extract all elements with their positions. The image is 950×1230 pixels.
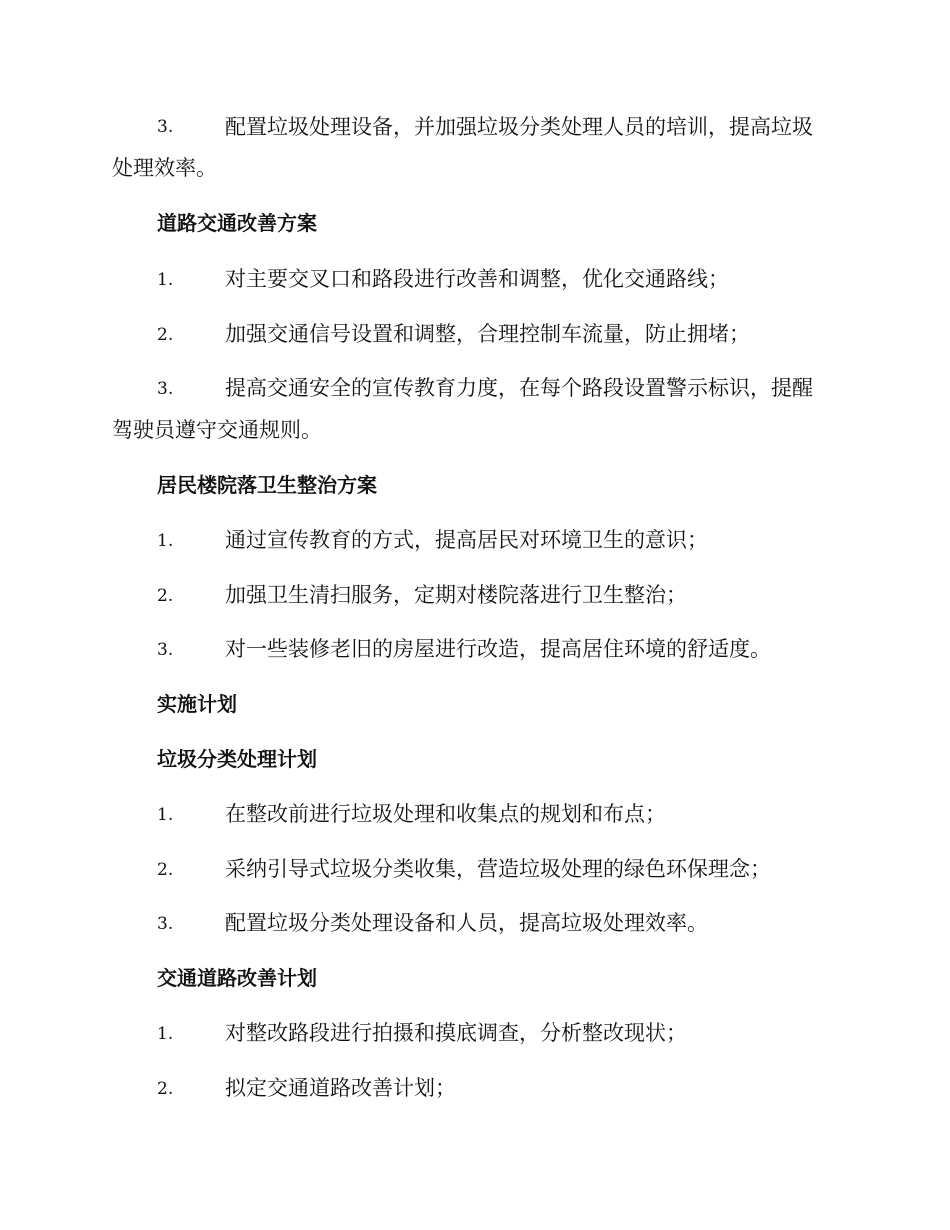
- list-number: 2.: [157, 860, 174, 880]
- list-item-text: 拟定交通道路改善计划；: [225, 1076, 456, 1100]
- list-number: 2.: [157, 325, 174, 345]
- list-item-text: 通过宣传教育的方式，提高居民对环境卫生的意识；: [225, 528, 708, 552]
- list-number: 3.: [157, 379, 174, 399]
- list-number: 3.: [157, 640, 174, 660]
- list-item-text: 加强交通信号设置和调整，合理控制车流量，防止拥堵；: [225, 322, 750, 346]
- list-number: 3.: [157, 914, 174, 934]
- list-item-text: 对整改路段进行拍摄和摸底调查，分析整改现状；: [225, 1021, 687, 1045]
- list-item-text: 配置垃圾处理设备，并加强垃圾分类处理人员的培训，提高垃圾: [225, 115, 813, 139]
- list-number: 3.: [157, 117, 174, 137]
- list-number: 1.: [157, 270, 174, 290]
- section-heading-road-traffic: 道路交通改善方案: [157, 211, 317, 235]
- list-number: 1.: [157, 531, 174, 551]
- list-number: 1.: [157, 1024, 174, 1044]
- list-item-text: 提高交通安全的宣传教育力度，在每个路段设置警示标识，提醒: [225, 376, 813, 400]
- list-item-text: 加强卫生清扫服务，定期对楼院落进行卫生整治；: [225, 583, 687, 607]
- list-number: 1.: [157, 805, 174, 825]
- section-heading-residential-sanitation: 居民楼院落卫生整治方案: [157, 473, 377, 497]
- section-heading-road-plan: 交通道路改善计划: [157, 966, 317, 990]
- list-item-text: 对一些装修老旧的房屋进行改造，提高居住环境的舒适度。: [225, 637, 771, 661]
- list-item-text: 采纳引导式垃圾分类收集，营造垃圾处理的绿色环保理念；: [225, 857, 771, 881]
- list-item-continuation: 处理效率。: [112, 156, 217, 180]
- list-item-continuation: 驾驶员遵守交通规则。: [112, 418, 322, 442]
- list-number: 2.: [157, 586, 174, 606]
- list-number: 2.: [157, 1079, 174, 1099]
- section-heading-implementation-plan: 实施计划: [157, 692, 237, 716]
- list-item-text: 在整改前进行垃圾处理和收集点的规划和布点；: [225, 802, 666, 826]
- section-heading-waste-plan: 垃圾分类处理计划: [157, 747, 317, 771]
- list-item-text: 配置垃圾分类处理设备和人员，提高垃圾处理效率。: [225, 911, 708, 935]
- list-item-text: 对主要交叉口和路段进行改善和调整，优化交通路线；: [225, 267, 729, 291]
